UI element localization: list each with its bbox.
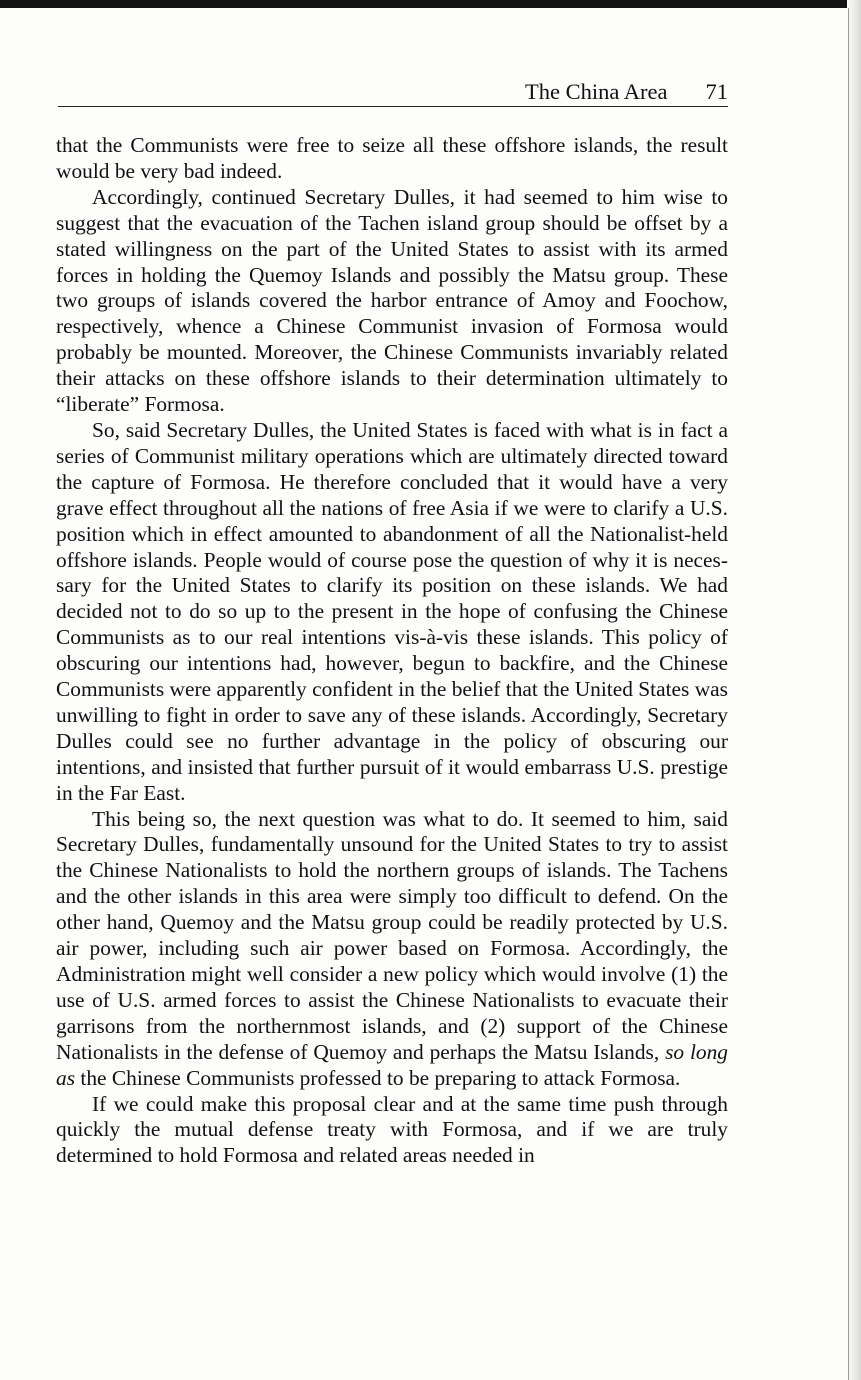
scan-edge-line	[848, 8, 849, 1380]
scan-page-edge	[847, 0, 861, 1380]
italic-phrase: so long as	[56, 1039, 728, 1090]
paragraph: If we could make this proposal clear and at the same time push through quickly the mutual defense treaty with Formosa, and if we are truly determined to hold Formosa and related areas needed in	[56, 1091, 728, 1168]
page-number: 71	[705, 79, 728, 104]
paragraph	[56, 807, 728, 1092]
scan-top-edge	[0, 0, 861, 8]
paragraph-text: the Chinese Communists professed to be preparing to attack Formosa.	[80, 1065, 681, 1090]
running-head-title: The China Area	[525, 79, 668, 104]
paragraph: Accordingly, continued Secretary Dulles, it had seemed to him wise to suggest that the evacuation of the Tachen island group should be offset by a stated willingness on the part of the United States to assist with its armed forces in holding the Quemoy Islands and possibly the Matsu group. These two groups of islands covered the harbor entrance of Amoy and Foochow, respectively, whence a Chinese Communist invasion of Formosa would probably be mounted. Moreover, the Chinese Communists invariably related their attacks on these offshore islands to their determination ultimately to “liberate” Formosa.	[56, 184, 728, 417]
paragraph-text: This being so, the next question was what to do. It seemed to him, said Secretary Dulles, fundamentally unsound for the United States to try to assist the Chinese Nationalists to hold the northern groups of islands. The Tachens and the other islands in this area were simply too difficult to defend. On the other hand, Quemoy and the Matsu group could be readily protected by U.S. air power, including such air power based on Formosa. Accordingly, the Administration might well consider a new policy which would involve (1) the use of U.S. armed forces to assist the Chinese Nationalists to evacuate their garrisons from the northernmost islands, and (2) support of the Chinese Nationalists in the defense of Quemoy and perhaps the Matsu Islands,	[56, 806, 728, 1064]
body-text	[56, 133, 728, 1169]
paragraph: So, said Secretary Dulles, the United States is faced with what is in fact a series of Communist military operations which are ultimately directed toward the capture of Formosa. He therefore concluded that it would have a very grave effect throughout all the nations of free Asia if we were to clarify a U.S. position which in effect amounted to abandonment of all the Nationalist-held offshore islands. People would of course pose the question of why it is necessary for the United States to clarify its position on these islands. We had decided not to do so up to the present in the hope of confusing the Chinese Communists as to our real intentions vis-à-vis these islands. This policy of obscuring our intentions had, however, begun to backfire, and the Chinese Communists were apparently confident in the belief that the United States was unwilling to fight in order to save any of these islands. Accordingly, Secretary Dulles could see no further advantage in the policy of obscuring our intentions, and insisted that further pursuit of it would embarrass U.S. prestige in the Far East.	[56, 417, 728, 805]
running-head	[58, 78, 728, 107]
paragraph-continued: that the Communists were free to seize all these offshore islands, the result would be very bad indeed.	[56, 133, 728, 183]
